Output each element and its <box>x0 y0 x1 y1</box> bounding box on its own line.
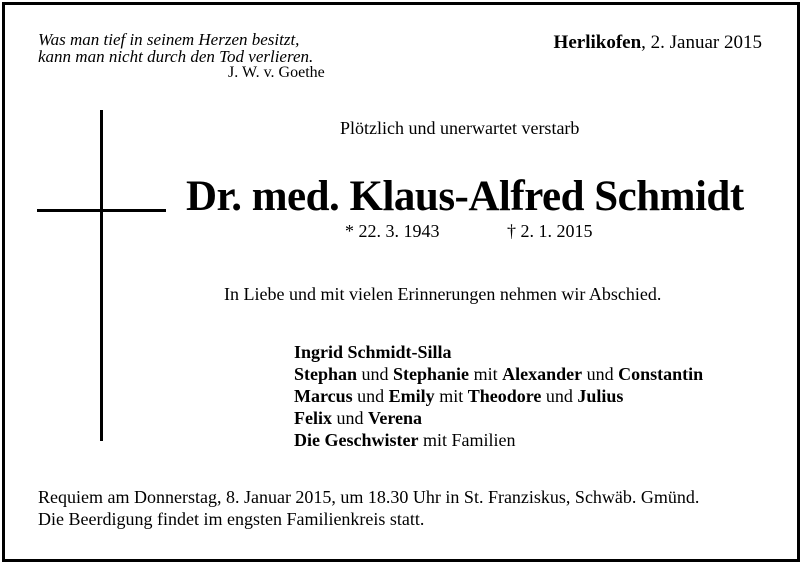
goethe-quote <box>38 31 313 65</box>
mourner-name: Stephanie <box>393 364 470 384</box>
mourner-connector: und <box>352 386 389 406</box>
mourner-name: Emily <box>388 386 435 406</box>
place: Herlikofen <box>553 32 642 53</box>
mourner-line <box>294 363 703 385</box>
mourner-name: Stephan <box>294 364 358 384</box>
mourner-connector: mit Familien <box>418 430 516 450</box>
mourners-list <box>294 341 703 451</box>
requiem-line: Requiem am Donnerstag, 8. Januar 2015, um 18.30 Uhr in St. Franziskus, Schwäb. Gmünd. <box>38 487 700 507</box>
farewell-text: In Liebe und mit vielen Erinnerungen nehmen wir Abschied. <box>224 284 662 304</box>
mourner-connector: und <box>541 386 578 406</box>
mourner-name: Verena <box>368 408 422 428</box>
quote-line-2: kann man nicht durch den Tod verlieren. <box>38 47 314 66</box>
birth-date: * 22. 3. 1943 <box>345 221 440 241</box>
quote-line-1: Was man tief in seinem Herzen besitzt, <box>38 30 300 49</box>
place-date <box>554 32 762 54</box>
notice-border <box>2 2 800 562</box>
mourner-name: Julius <box>577 386 624 406</box>
quote-author: J. W. v. Goethe <box>228 64 325 81</box>
mourner-name: Constantin <box>618 364 704 384</box>
mourner-line <box>294 385 703 407</box>
mourner-connector: mit <box>469 364 503 384</box>
mourner-connector: und <box>332 408 368 428</box>
burial-line: Die Beerdigung findet im engsten Familienkreis statt. <box>38 509 425 529</box>
date: , 2. Januar 2015 <box>641 32 762 53</box>
intro-text: Plötzlich und unerwartet verstarb <box>340 118 580 138</box>
mourner-name: Ingrid Schmidt-Silla <box>294 342 452 362</box>
mourner-connector: und <box>357 364 394 384</box>
death-date: † 2. 1. 2015 <box>507 221 593 241</box>
deceased-name: Dr. med. Klaus-Alfred Schmidt <box>186 173 744 220</box>
mourner-line <box>294 429 703 451</box>
mourner-name: Die Geschwister <box>294 430 419 450</box>
cross-vertical-bar <box>100 110 103 441</box>
mourner-name: Alexander <box>502 364 583 384</box>
mourner-name: Felix <box>294 408 332 428</box>
mourner-line <box>294 407 703 429</box>
cross-horizontal-bar <box>37 209 166 212</box>
mourner-name: Marcus <box>294 386 353 406</box>
mourner-name: Theodore <box>467 386 542 406</box>
mourner-line <box>294 341 703 363</box>
mourner-connector: mit <box>434 386 468 406</box>
footer-text <box>38 486 699 530</box>
mourner-connector: und <box>582 364 619 384</box>
